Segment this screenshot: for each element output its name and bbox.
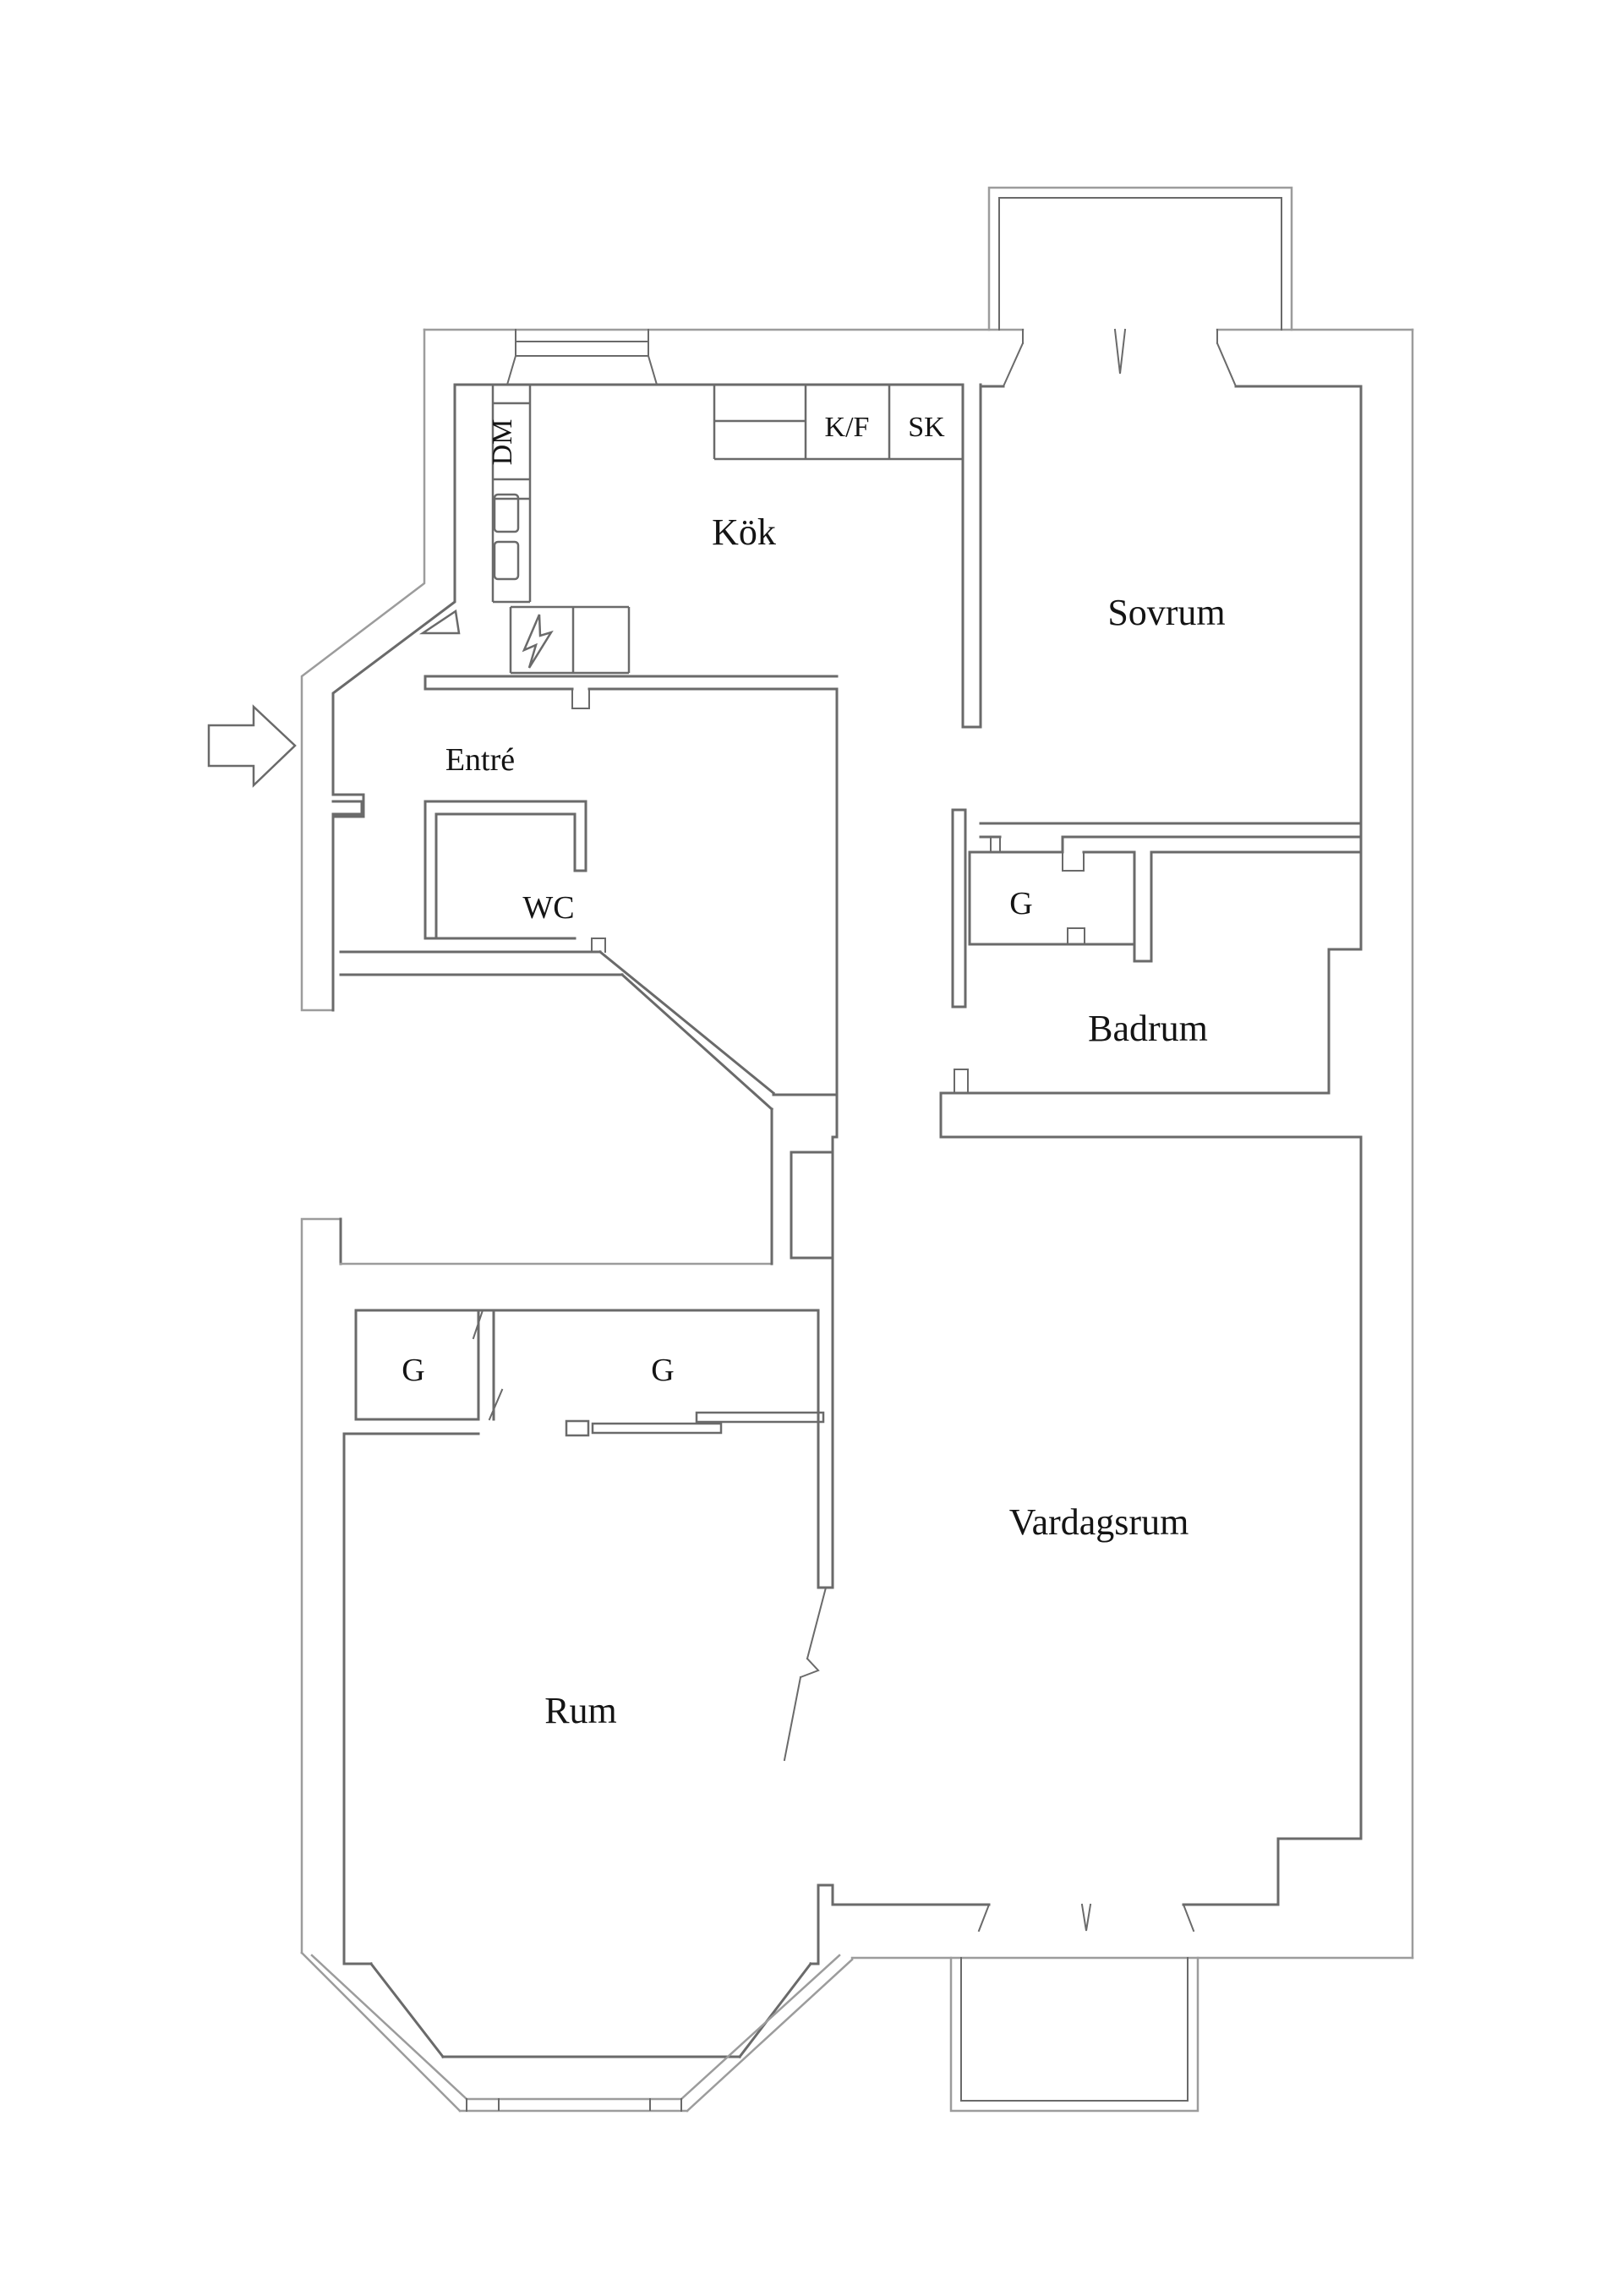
wardrobe-rail-1 bbox=[593, 1424, 721, 1433]
fixture-label-fridge-freezer: K/F bbox=[824, 412, 870, 443]
wardrobe-rail-2 bbox=[697, 1413, 823, 1422]
labels bbox=[402, 412, 1225, 1731]
closet-label-left: G bbox=[402, 1353, 425, 1388]
stove-lightning-icon bbox=[524, 615, 551, 668]
closet-label-hall: G bbox=[1009, 886, 1033, 921]
room-label-rum: Rum bbox=[544, 1690, 617, 1731]
kitchen-walls bbox=[425, 330, 981, 727]
entrance-arrow-icon bbox=[209, 707, 295, 785]
bay-window bbox=[302, 1953, 852, 2111]
room-label-sovrum: Sovrum bbox=[1107, 592, 1226, 633]
livingroom-walls bbox=[833, 1137, 1361, 2111]
fixture-label-dishwasher: DM bbox=[487, 418, 518, 466]
bedroom-walls bbox=[981, 188, 1361, 949]
double-door-leaf bbox=[784, 1588, 826, 1760]
sink-bowl-2 bbox=[495, 542, 518, 579]
room-label-kok: Kök bbox=[712, 511, 776, 553]
closet-label-mid: G bbox=[651, 1353, 675, 1388]
room-label-vardagsrum: Vardagsrum bbox=[1008, 1501, 1189, 1543]
fixture-label-cabinet: SK bbox=[908, 412, 945, 443]
room-divider bbox=[784, 1261, 833, 1961]
closet-band bbox=[344, 1310, 823, 1964]
wardrobe-rail-block bbox=[566, 1421, 588, 1435]
room-label-wc: WC bbox=[522, 890, 575, 926]
room-label-badrum: Badrum bbox=[1088, 1008, 1208, 1049]
room-label-entre: Entré bbox=[445, 742, 516, 778]
bathroom-walls bbox=[941, 810, 1361, 1137]
sink-bowl-1 bbox=[495, 495, 518, 532]
wc-walls bbox=[333, 689, 837, 1264]
outer-walls bbox=[302, 330, 1413, 1958]
